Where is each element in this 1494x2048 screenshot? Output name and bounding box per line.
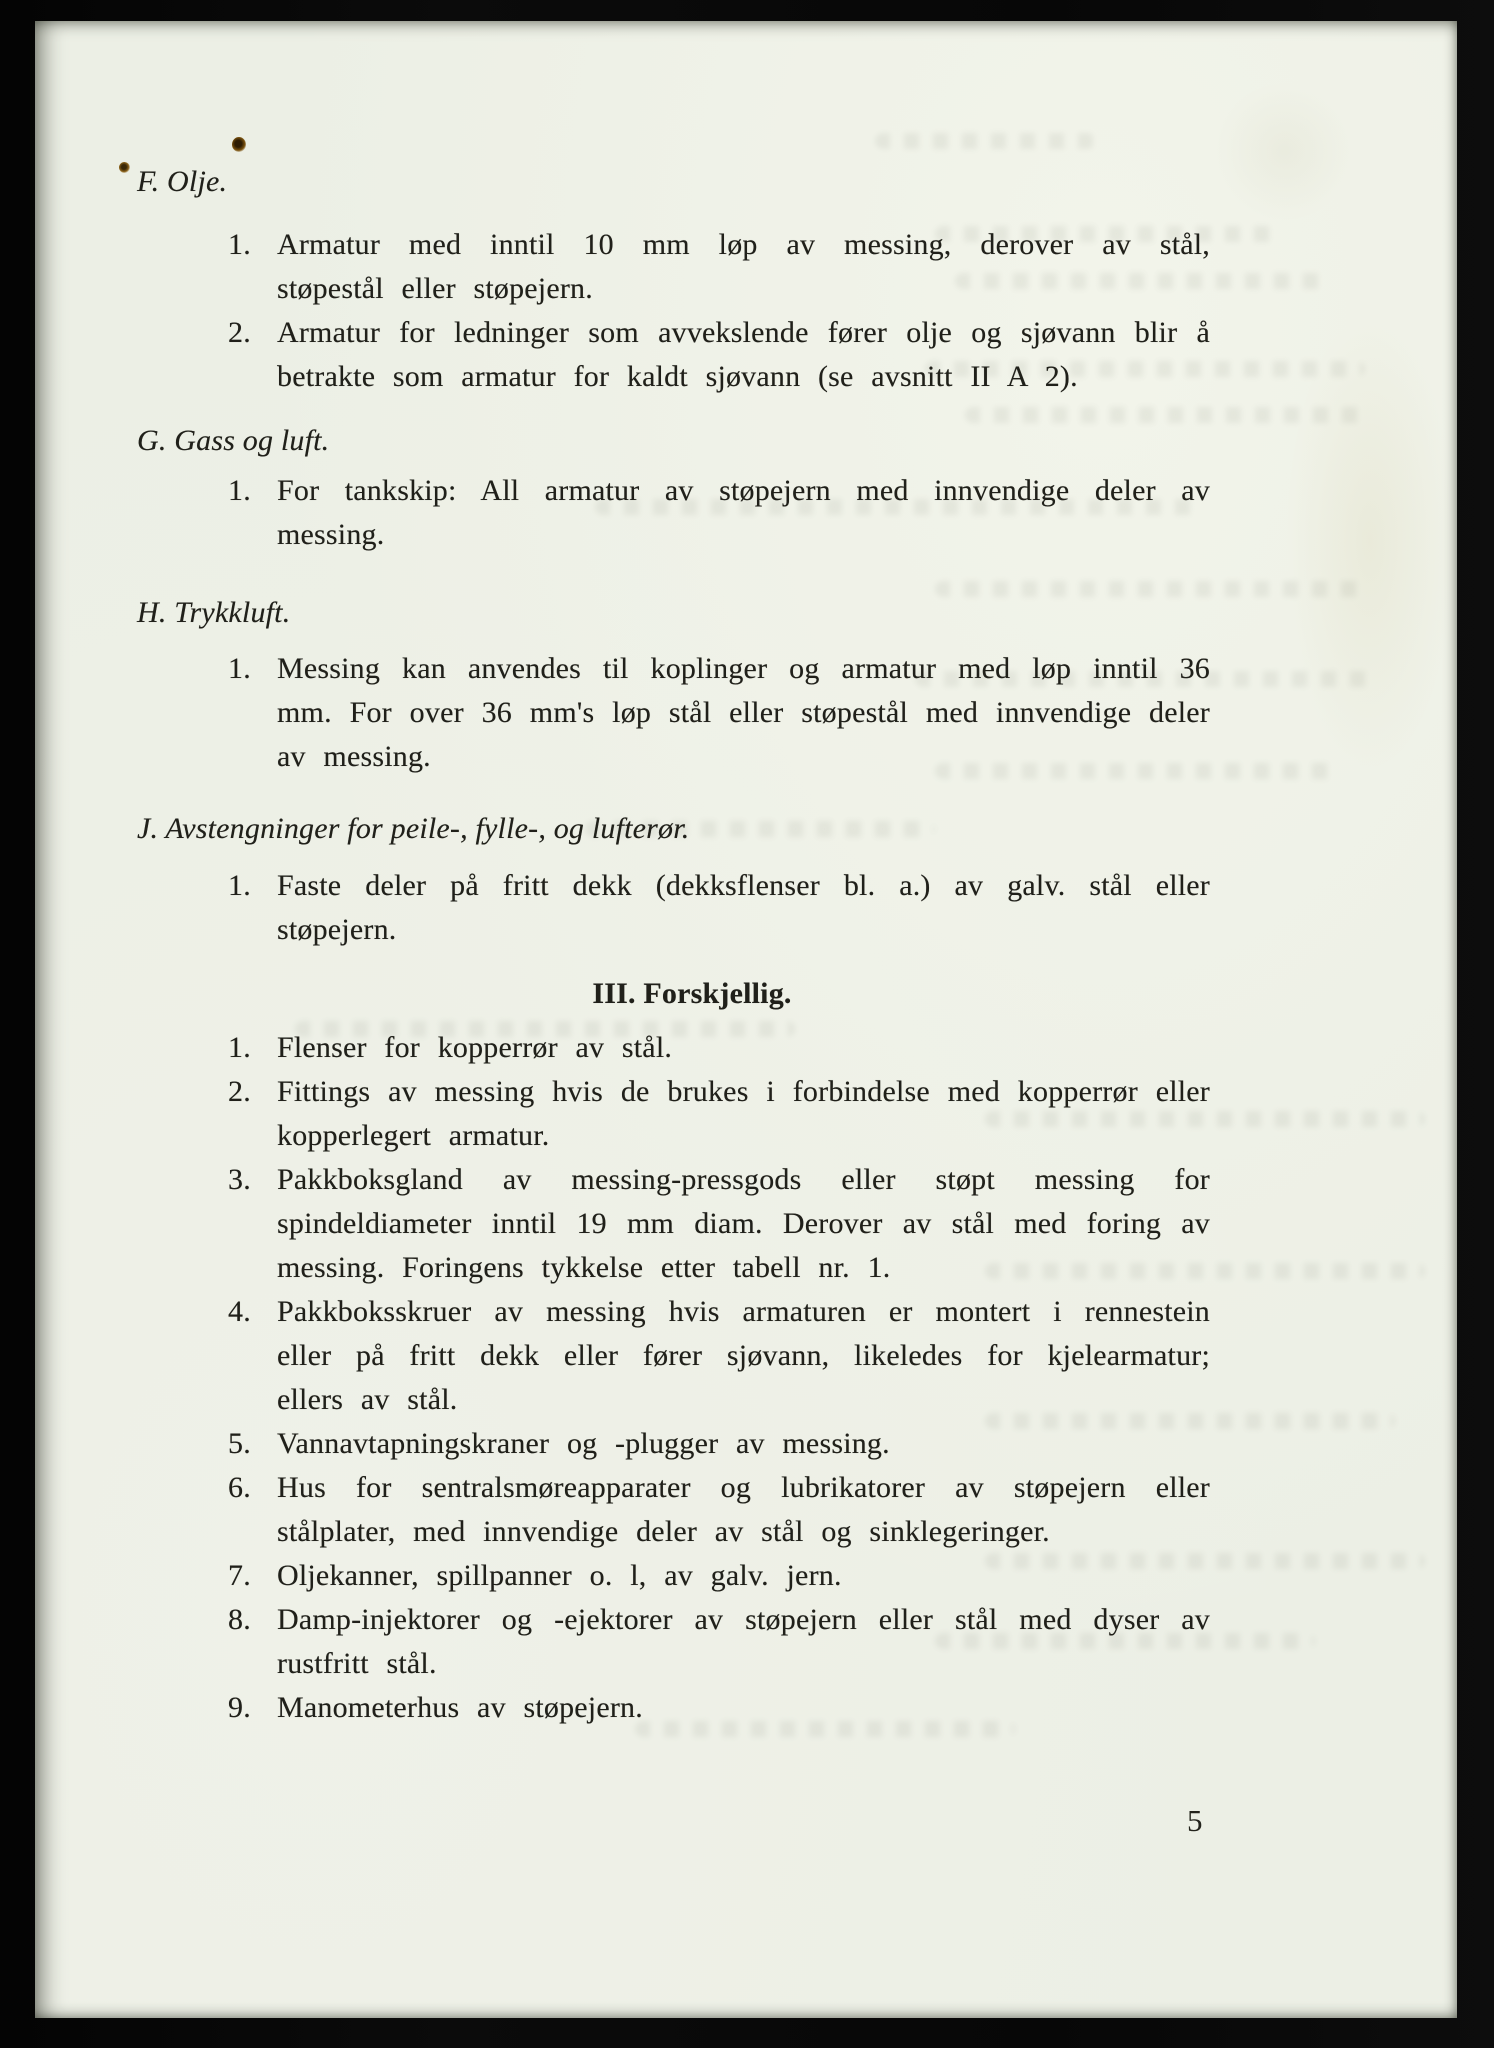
item-number: 6.	[228, 1471, 251, 1504]
list-item	[228, 1598, 1210, 1686]
item-text: Hus for sentralsmøreapparater og lubrikatorer av støpejern eller stålplater, med innvendige deler av stål og sinklegeringer.	[277, 1471, 1210, 1548]
item-number: 5.	[228, 1427, 251, 1460]
item-text: Damp-injektorer og -ejektorer av støpejern eller stål med dyser av rustfritt stål.	[277, 1603, 1210, 1680]
item-number: 1.	[228, 228, 251, 261]
list-item	[228, 1554, 1210, 1598]
item-number: 3.	[228, 1163, 251, 1196]
list-item	[228, 1290, 1210, 1422]
section-g	[35, 419, 1457, 557]
item-number: 2.	[228, 1075, 251, 1108]
list-item	[228, 864, 1210, 952]
list-item	[228, 1686, 1210, 1730]
page-number: 5	[1187, 1803, 1203, 1838]
item-text: Fittings av messing hvis de brukes i forbindelse med kopperrør eller kopperlegert armatur.	[277, 1075, 1210, 1152]
section-h	[35, 591, 1457, 779]
section-heading: J. Avstengninger for peile-, fylle-, og lufterør.	[137, 812, 690, 845]
list-item	[228, 647, 1210, 779]
section-j	[35, 807, 1457, 952]
item-text: Pakkboksskruer av messing hvis armaturen er montert i rennestein eller på fritt dekk eller fører sjøvann, likeledes for kjelearmatur; ellers av stål.	[277, 1295, 1210, 1416]
item-text: Oljekanner, spillpanner o. l, av galv. jern.	[277, 1559, 842, 1592]
list-item	[228, 311, 1210, 399]
item-number: 1.	[228, 652, 251, 685]
item-number: 7.	[228, 1559, 251, 1592]
item-text: Armatur med inntil 10 mm løp av messing, derover av stål, støpestål eller støpejern.	[277, 228, 1210, 305]
list-item	[228, 1070, 1210, 1158]
item-text: Flenser for kopperrør av stål.	[277, 1031, 673, 1064]
section-iii-forskjellig	[35, 972, 1457, 1730]
item-text: Pakkboksgland av messing-pressgods eller støpt messing for spindeldiameter inntil 19 mm diam. Derover av stål med foring av messing. Foringens tykkelse etter tabell nr. 1.	[277, 1163, 1210, 1284]
item-text: Armatur for ledninger som avvekslende fører olje og sjøvann blir å betrakte som armatur for kaldt sjøvann (se avsnitt II A 2).	[277, 316, 1210, 393]
item-number: 9.	[228, 1691, 251, 1724]
list-item	[228, 1158, 1210, 1290]
item-number: 4.	[228, 1295, 251, 1328]
list-item	[228, 469, 1210, 557]
section-heading: F. Olje.	[137, 165, 228, 198]
item-number: 1.	[228, 474, 251, 507]
item-text: Vannavtapningskraner og -plugger av messing.	[277, 1427, 890, 1460]
item-number: 8.	[228, 1603, 251, 1636]
section-heading: G. Gass og luft.	[137, 424, 330, 457]
section-heading: H. Trykkluft.	[137, 596, 291, 629]
list-item	[228, 1466, 1210, 1554]
page-content	[35, 21, 1457, 1730]
item-number: 2.	[228, 316, 251, 349]
item-text: Messing kan anvendes til koplinger og armatur med løp inntil 36 mm. For over 36 mm's løp stål eller støpestål med innvendige deler av messing.	[277, 652, 1210, 773]
document-page	[35, 21, 1457, 2018]
list-item	[228, 1026, 1210, 1070]
section-f	[35, 160, 1457, 399]
item-number: 1.	[228, 1031, 251, 1064]
item-text: Faste deler på fritt dekk (dekksflenser bl. a.) av galv. stål eller støpejern.	[277, 869, 1210, 946]
misc-section-heading: III. Forskjellig.	[592, 977, 792, 1010]
item-number: 1.	[228, 869, 251, 902]
item-text: Manometerhus av støpejern.	[277, 1691, 643, 1724]
item-text: For tankskip: All armatur av støpejern med innvendige deler av messing.	[277, 474, 1210, 551]
list-item	[228, 1422, 1210, 1466]
list-item	[228, 223, 1210, 311]
